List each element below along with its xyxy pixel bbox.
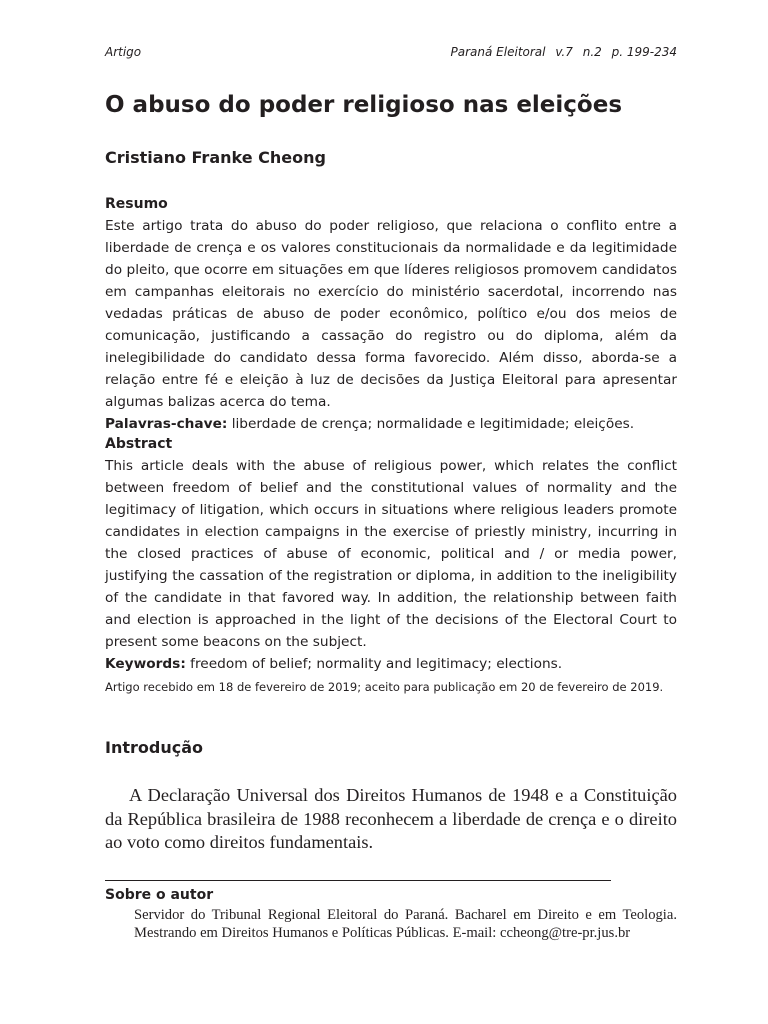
- journal-volume: v.7: [555, 45, 573, 59]
- journal-name: Paraná Eleitoral: [450, 45, 546, 59]
- abstract-keywords-label: Keywords:: [105, 656, 186, 672]
- resumo-heading: Resumo: [105, 196, 168, 212]
- section-label: Artigo: [105, 45, 142, 59]
- abstract-heading: Abstract: [105, 436, 173, 452]
- journal-citation: [445, 45, 677, 59]
- footnote-divider: [105, 880, 611, 881]
- abstract-keywords-value: freedom of belief; normality and legitimacy; elections.: [190, 656, 563, 672]
- abstract-section: [105, 433, 677, 675]
- abstract-keywords: [105, 653, 677, 675]
- article-title: O abuso do poder religioso nas eleições: [105, 92, 623, 118]
- resumo-keywords: [105, 413, 677, 435]
- article-author: Cristiano Franke Cheong: [105, 148, 326, 167]
- introduction-paragraph: A Declaração Universal dos Direitos Humanos de 1948 e a Constituição da República brasileira de 1988 reconhecem a liberdade de crença e o direito ao voto como direitos fundamentais.: [105, 785, 677, 852]
- footnote-heading: Sobre o autor: [105, 887, 214, 903]
- introduction-heading: Introdução: [105, 738, 203, 757]
- resumo-keywords-value: liberdade de crença; normalidade e legitimidade; eleições.: [231, 416, 635, 432]
- journal-pages: p. 199-234: [611, 45, 677, 59]
- journal-number: n.2: [582, 45, 602, 59]
- resumo-section: [105, 193, 677, 435]
- resumo-text: Este artigo trata do abuso do poder religioso, que relaciona o conflito entre a liberdade de crença e os valores constitucionais da normalidade e da legitimidade do pleito, que ocorre em situações em que líderes religiosos promovem candidatos em campanhas eleitorais no exercício do ministério sacerdotal, incorrendo nas vedadas práticas de abuso de poder econômico, político e/ou dos meios de comunicação, justificando a cassação do registro ou do diploma, além da inelegibilidade do candidato dessa forma favorecido. Além disso, aborda-se a relação entre fé e eleição à luz de decisões da Justiça Eleitoral para apresentar algumas balizas acerca do tema.: [105, 218, 677, 410]
- received-note: Artigo recebido em 18 de fevereiro de 2019; aceito para publicação em 20 de fevereiro de 2019.: [105, 680, 664, 694]
- resumo-keywords-label: Palavras-chave:: [105, 416, 228, 432]
- running-header: [105, 45, 677, 59]
- abstract-text: This article deals with the abuse of religious power, which relates the conflict between freedom of belief and the constitutional values of normality and the legitimacy of litigation, which occurs in situations where religious leaders promote candidates in election campaigns in the exercise of priestly ministry, incurring in the closed practices of abuse of economic, political and / or media power, justifying the cassation of the registration or diploma, in addition to the ineligibility of the candidate in that favored way. In addition, the relationship between faith and election is approached in the light of the decisions of the Electoral Court to present some beacons on the subject.: [105, 458, 677, 650]
- author-footnote: Servidor do Tribunal Regional Eleitoral do Paraná. Bacharel em Direito e em Teologia. Mestrando em Direitos Humanos e Políticas Públicas. E-mail: ccheong@tre-pr.jus.br: [134, 907, 677, 941]
